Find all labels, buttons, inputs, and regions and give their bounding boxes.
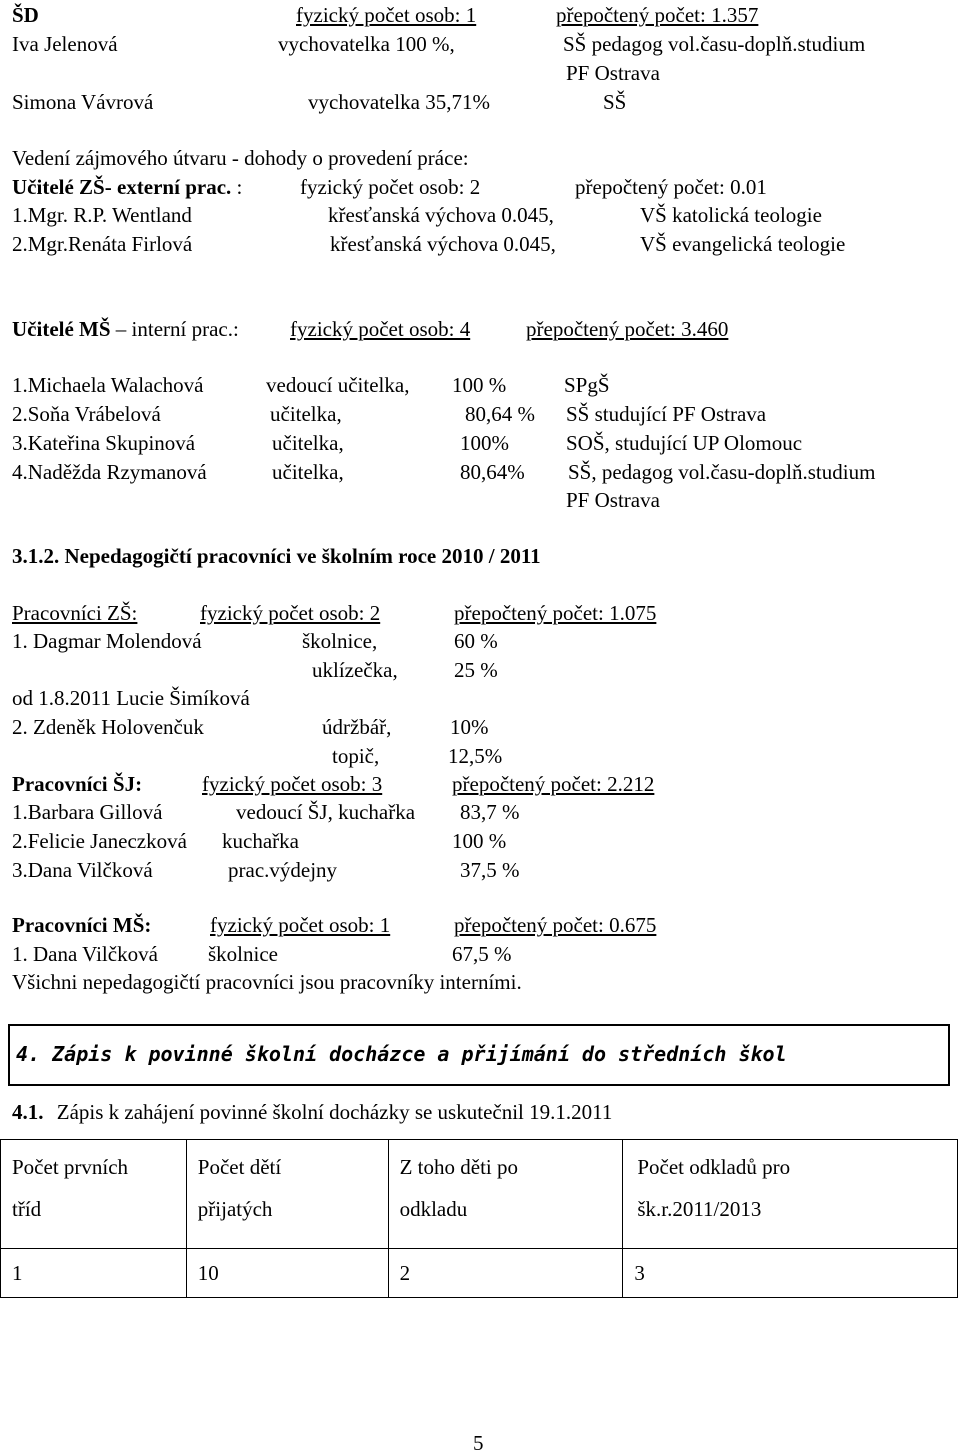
sj-staff-physical-count: fyzický počet osob: 3 xyxy=(202,772,383,796)
table-header-row xyxy=(1,1140,958,1249)
table-row xyxy=(1,1249,958,1298)
zs-staff-percent: 10% xyxy=(450,715,489,739)
zs-staff-role: údržbář, xyxy=(322,715,392,739)
external-teacher-name: 2.Mgr.Renáta Firlová xyxy=(12,232,193,256)
sj-staff-converted-count: přepočtený počet: 2.212 xyxy=(452,772,655,796)
label-separator: : xyxy=(236,175,243,199)
ms-converted-count: přepočtený počet: 3.460 xyxy=(526,317,729,341)
zs-staff-physical-count: fyzický počet osob: 2 xyxy=(200,601,381,625)
ms-staff-physical-count: fyzický počet osob: 1 xyxy=(210,913,391,937)
zs-external-converted-count: přepočtený počet: 0.01 xyxy=(575,175,767,199)
sj-staff-label: Pracovníci ŠJ: xyxy=(12,772,143,796)
zs-staff-percent: 12,5% xyxy=(448,744,503,768)
ms-teacher-percent: 100 % xyxy=(452,373,507,397)
sd-staff-role: vychovatelka 35,71% xyxy=(308,90,490,114)
enrollment-table xyxy=(0,1139,958,1298)
sd-staff-name: Iva Jelenová xyxy=(12,32,118,56)
zs-staff-role: topič, xyxy=(332,744,380,768)
external-teacher-role: křesťanská výchova 0.045, xyxy=(328,203,554,227)
sj-staff-name: 2.Felicie Janeczková xyxy=(12,829,187,853)
sj-staff-percent: 100 % xyxy=(452,829,507,853)
external-teacher-education: VŠ evangelická teologie xyxy=(640,232,846,256)
external-teacher-education: VŠ katolická teologie xyxy=(640,203,822,227)
ms-teacher-name: 2.Soňa Vrábelová xyxy=(12,402,161,426)
ms-teacher-education: SOŠ, studující UP Olomouc xyxy=(566,431,803,455)
ms-teacher-education: SŠ studující PF Ostrava xyxy=(566,402,767,426)
zs-external-physical-count: fyzický počet osob: 2 xyxy=(300,175,481,199)
ms-staff-converted-count: přepočtený počet: 0.675 xyxy=(454,913,657,937)
ms-teacher-percent: 80,64% xyxy=(460,460,525,484)
ms-teachers-line xyxy=(12,319,239,340)
zs-staff-label: Pracovníci ZŠ: xyxy=(12,601,138,625)
external-teacher-name: 1.Mgr. R.P. Wentland xyxy=(12,203,192,227)
ms-teacher-percent: 100% xyxy=(460,431,509,455)
table-cell: 3 xyxy=(623,1249,958,1298)
section-4-title-box xyxy=(8,1024,950,1086)
non-teaching-staff-note: Všichni nepedagogičtí pracovníci jsou pracovníky interními. xyxy=(12,970,522,994)
sd-staff-education: SŠ xyxy=(603,90,627,114)
ms-teacher-name: 3.Kateřina Skupinová xyxy=(12,431,196,455)
sj-staff-percent: 83,7 % xyxy=(460,800,520,824)
sd-staff-role: vychovatelka 100 %, xyxy=(278,32,455,56)
sj-staff-role: prac.výdejny xyxy=(228,858,338,882)
ms-teacher-name: 1.Michaela Walachová xyxy=(12,373,204,397)
zs-staff-converted-count: přepočtený počet: 1.075 xyxy=(454,601,657,625)
zs-staff-substitute-note: od 1.8.2011 Lucie Šimíková xyxy=(12,686,250,710)
zs-external-teachers-label: Učitelé ZŠ- externí prac. xyxy=(12,175,232,199)
ms-teacher-name: 4.Naděžda Rzymanová xyxy=(12,460,207,484)
table-cell: 1 xyxy=(1,1249,187,1298)
zs-staff-name: 2. Zdeněk Holovenčuk xyxy=(12,715,204,739)
ms-teachers-label: Učitelé MŠ xyxy=(12,317,111,341)
table-cell: 2 xyxy=(388,1249,623,1298)
ms-staff-label: Pracovníci MŠ: xyxy=(12,913,152,937)
sj-staff-name: 3.Dana Vilčková xyxy=(12,858,153,882)
subsection-4-1-number: 4.1. xyxy=(12,1100,44,1124)
sj-staff-role: kuchařka xyxy=(222,829,299,853)
sj-staff-role: vedoucí ŠJ, kuchařka xyxy=(236,800,416,824)
ms-teacher-role: učitelka, xyxy=(272,460,344,484)
sd-converted-count: přepočtený počet: 1.357 xyxy=(556,3,759,27)
table-header-cell: Počet odkladů pro šk.r.2011/2013 xyxy=(623,1140,958,1249)
section-4-title: 4. Zápis k povinné školní docházce a přijímání do středních škol xyxy=(16,1042,787,1066)
ms-staff-percent: 67,5 % xyxy=(452,942,512,966)
zs-staff-percent: 25 % xyxy=(454,658,498,682)
subsection-4-1-text: Zápis k zahájení povinné školní docházky se uskutečnil 19.1.2011 xyxy=(56,1100,613,1124)
ms-staff-role: školnice xyxy=(208,942,278,966)
table-cell: 10 xyxy=(186,1249,388,1298)
subsection-4-1 xyxy=(12,1102,612,1123)
sd-staff-education-cont: PF Ostrava xyxy=(566,61,660,85)
ms-teachers-type: – interní prac.: xyxy=(115,317,239,341)
sd-physical-count: fyzický počet osob: 1 xyxy=(296,3,477,27)
ms-teacher-education: SŠ, pedagog vol.času-doplň.studium xyxy=(568,460,876,484)
zs-staff-percent: 60 % xyxy=(454,629,498,653)
ms-teacher-education: SPgŠ xyxy=(564,373,610,397)
zs-staff-role: uklízečka, xyxy=(312,658,398,682)
ms-physical-count: fyzický počet osob: 4 xyxy=(290,317,471,341)
table-header-cell: Počet dětí přijatých xyxy=(186,1140,388,1249)
sd-staff-name: Simona Vávrová xyxy=(12,90,154,114)
ms-staff-name: 1. Dana Vilčková xyxy=(12,942,158,966)
sj-staff-name: 1.Barbara Gillová xyxy=(12,800,163,824)
external-teacher-role: křesťanská výchova 0.045, xyxy=(330,232,556,256)
ms-teacher-role: učitelka, xyxy=(272,431,344,455)
table-header-cell: Počet prvních tříd xyxy=(1,1140,187,1249)
page-number: 5 xyxy=(473,1431,484,1455)
zs-staff-role: školnice, xyxy=(302,629,378,653)
ms-teacher-education-cont: PF Ostrava xyxy=(566,488,660,512)
ms-teacher-role: vedoucí učitelka, xyxy=(266,373,410,397)
sd-staff-education: SŠ pedagog vol.času-doplň.studium xyxy=(563,32,866,56)
section-heading-3-1-2: 3.1.2. Nepedagogičtí pracovníci ve školním roce 2010 / 2011 xyxy=(12,544,541,568)
sj-staff-percent: 37,5 % xyxy=(460,858,520,882)
zs-staff-name: 1. Dagmar Molendová xyxy=(12,629,202,653)
interest-group-heading: Vedení zájmového útvaru - dohody o provedení práce: xyxy=(12,146,469,170)
zs-external-teachers-line xyxy=(12,177,242,198)
ms-teacher-percent: 80,64 % xyxy=(465,402,535,426)
ms-teacher-role: učitelka, xyxy=(270,402,342,426)
table-header-cell: Z toho děti po odkladu xyxy=(388,1140,623,1249)
sd-label: ŠD xyxy=(12,3,39,27)
